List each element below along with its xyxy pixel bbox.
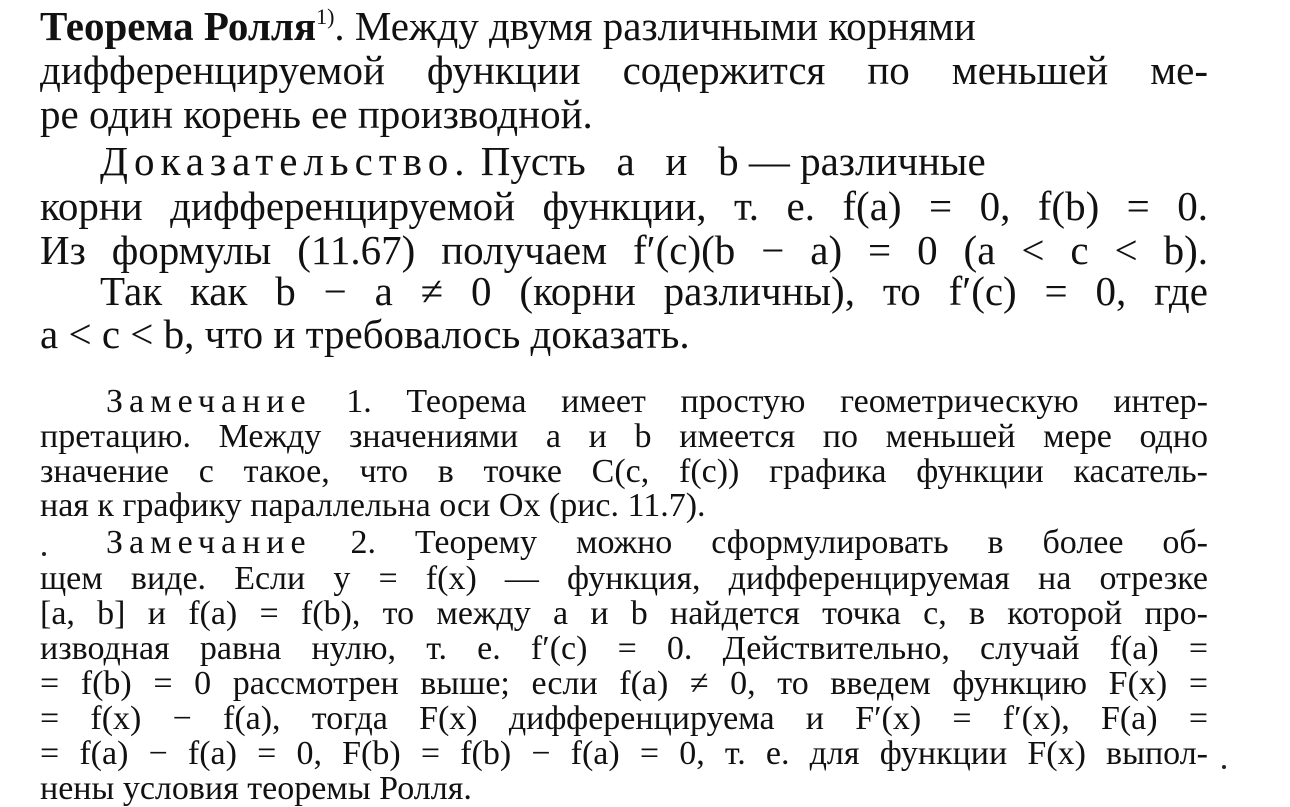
theorem-title: Теорема Ролля — [40, 3, 317, 49]
remark2-line-6: = f(x) − f(a), тогда F(x) дифференцируема и F′(x) = f′(x), F(a) = — [40, 700, 1208, 737]
proof-line-2: корни дифференцируемой функции, т. е. f(a) = 0, f(b) = 0. — [40, 183, 1208, 229]
remark2-label: Замечание — [106, 524, 312, 561]
remark2-line-5: = f(b) = 0 рассмотрен выше; если f(a) ≠ 0, то введем функцию F(x) = — [40, 665, 1208, 702]
remark2-line-4: изводная равна нулю, т. е. f′(c) = 0. Действительно, случай f(a) = — [40, 630, 1208, 667]
theorem-line-3: ре один корень ее производной. — [40, 91, 593, 137]
remark1-line-4: ная к графику параллельна оси Ox (рис. 11.7). — [40, 487, 706, 524]
remark1-line-1 — [106, 385, 1208, 419]
remark2-line-7: = f(a) − f(a) = 0, F(b) = f(b) − f(a) = 0, т. е. для функции F(x) выпол- — [40, 735, 1208, 772]
footnote-mark: 1) — [316, 4, 335, 29]
theorem-text: . Между двумя различными корнями — [334, 3, 976, 49]
proof-line-3: Из формулы (11.67) получаем f′(c)(b − a) = 0 (a < c < b). — [40, 227, 1208, 273]
remark1-line-2: претацию. Между значениями a и b имеется по меньшей мере одно — [40, 418, 1208, 455]
remark1-label: Замечание — [106, 383, 312, 420]
print-speck — [42, 552, 46, 556]
print-speck — [1222, 765, 1226, 769]
remark1-line-3: значение c такое, что в точке C(c, f(c)) графика функции касатель- — [40, 453, 1208, 490]
remark2-line-3: [a, b] и f(a) = f(b), то между a и b найдется точка c, в которой про- — [40, 595, 1208, 632]
proof-label: Доказательство. — [100, 138, 471, 184]
proof-line-5: a < c < b, что и требовалось доказать. — [40, 311, 690, 357]
remark2-line-1 — [106, 526, 1208, 560]
theorem-line-2: дифференцируемой функции содержится по меньшей ме- — [40, 47, 1208, 93]
theorem-line-1 — [40, 3, 1208, 49]
remark1-text-1: 1. Теорема имеет простую геометрическую интер- — [346, 383, 1209, 420]
remark2-line-8: нены условия теоремы Ролля. — [40, 770, 472, 807]
remark2-text-1: 2. Теорему можно сформулировать в более об- — [350, 524, 1208, 561]
proof-line-4: Так как b − a ≠ 0 (корни различны), то f′(c) = 0, где — [100, 268, 1208, 314]
proof-line-1 — [100, 138, 986, 184]
proof-text-1: Пусть a и b — различные — [480, 138, 986, 184]
remark2-line-2: щем виде. Если y = f(x) — функция, дифференцируемая на отрезке — [40, 560, 1208, 597]
